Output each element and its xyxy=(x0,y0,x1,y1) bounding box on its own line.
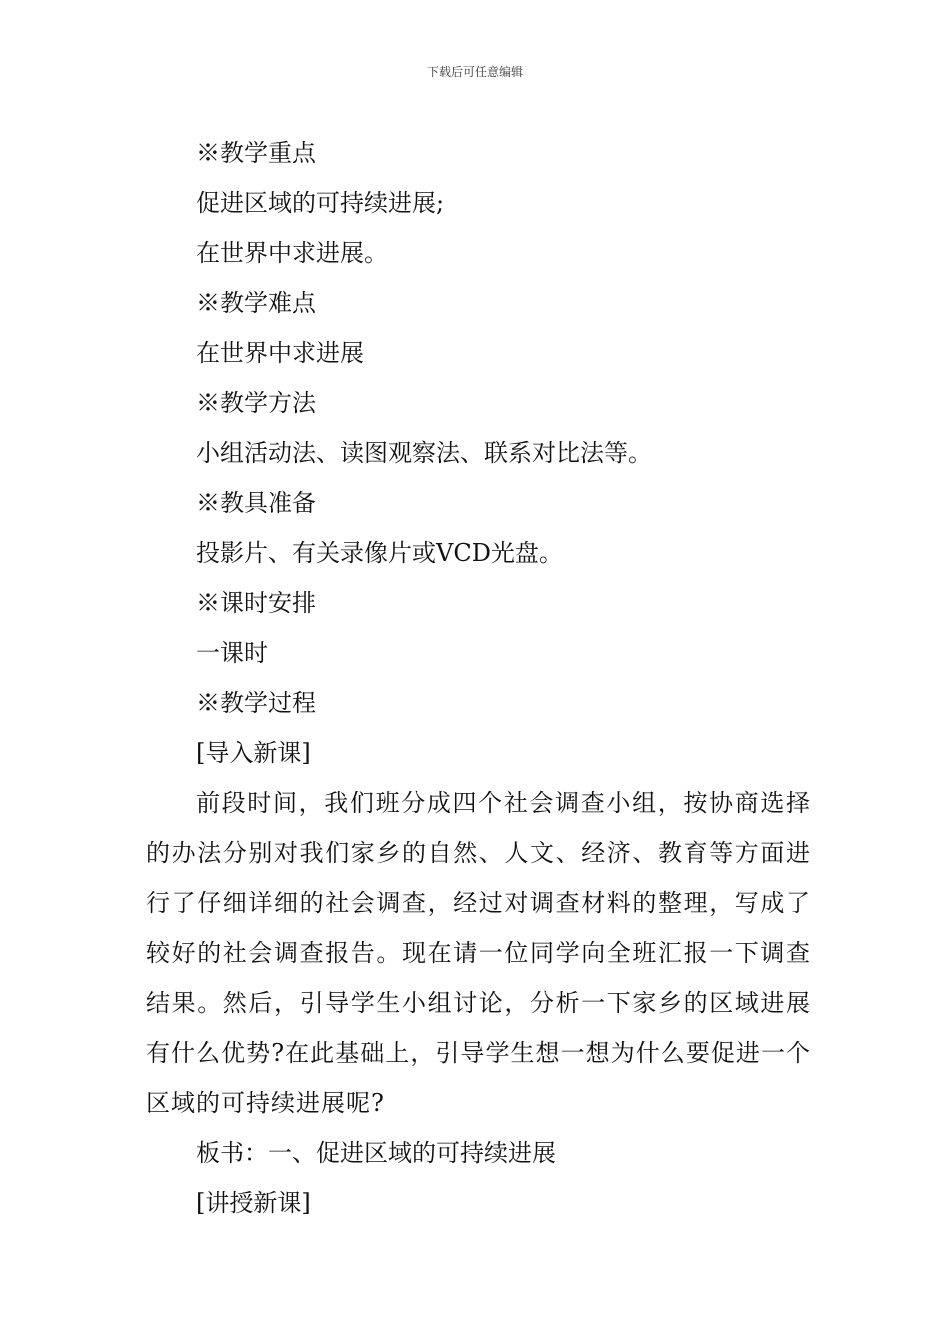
teaching-aids-heading: ※教具准备 xyxy=(196,489,316,517)
document-body xyxy=(146,128,811,1228)
blackboard-note: 板书：一、促进区域的可持续进展 xyxy=(196,1139,556,1167)
schedule-item-1: 一课时 xyxy=(196,639,268,667)
teaching-focus-item-1: 促进区域的可持续进展; xyxy=(196,189,445,217)
teaching-method-heading: ※教学方法 xyxy=(196,389,316,417)
teaching-difficulty-heading: ※教学难点 xyxy=(196,289,316,317)
intro-paragraph: 前段时间，我们班分成四个社会调查小组，按协商选择的办法分别对我们家乡的自然、人文、经济、教育等方面进行了仔细详细的社会调查，经过对调查材料的整理，写成了较好的社会调查报告。现在请一位同学向全班汇报一下调查结果。然后，引导学生小组讨论，分析一下家乡的区域进展有什么优势?在此基础上，引导学生想一想为什么要促进一个区域的可持续进展呢? xyxy=(146,789,811,1117)
intro-section-heading: [导入新课] xyxy=(196,739,311,767)
teaching-difficulty-item-1: 在世界中求进展 xyxy=(196,339,364,367)
teaching-method-item-1: 小组活动法、读图观察法、联系对比法等。 xyxy=(196,439,652,467)
page-header-note: 下载后可任意编辑 xyxy=(426,65,523,79)
teaching-focus-heading: ※教学重点 xyxy=(196,139,316,167)
teaching-focus-item-2: 在世界中求进展。 xyxy=(196,239,388,267)
schedule-heading: ※课时安排 xyxy=(196,589,316,617)
teaching-aids-item-1: 投影片、有关录像片或VCD光盘。 xyxy=(196,539,563,567)
teaching-process-heading: ※教学过程 xyxy=(196,689,316,717)
new-lesson-heading: [讲授新课] xyxy=(196,1189,311,1217)
